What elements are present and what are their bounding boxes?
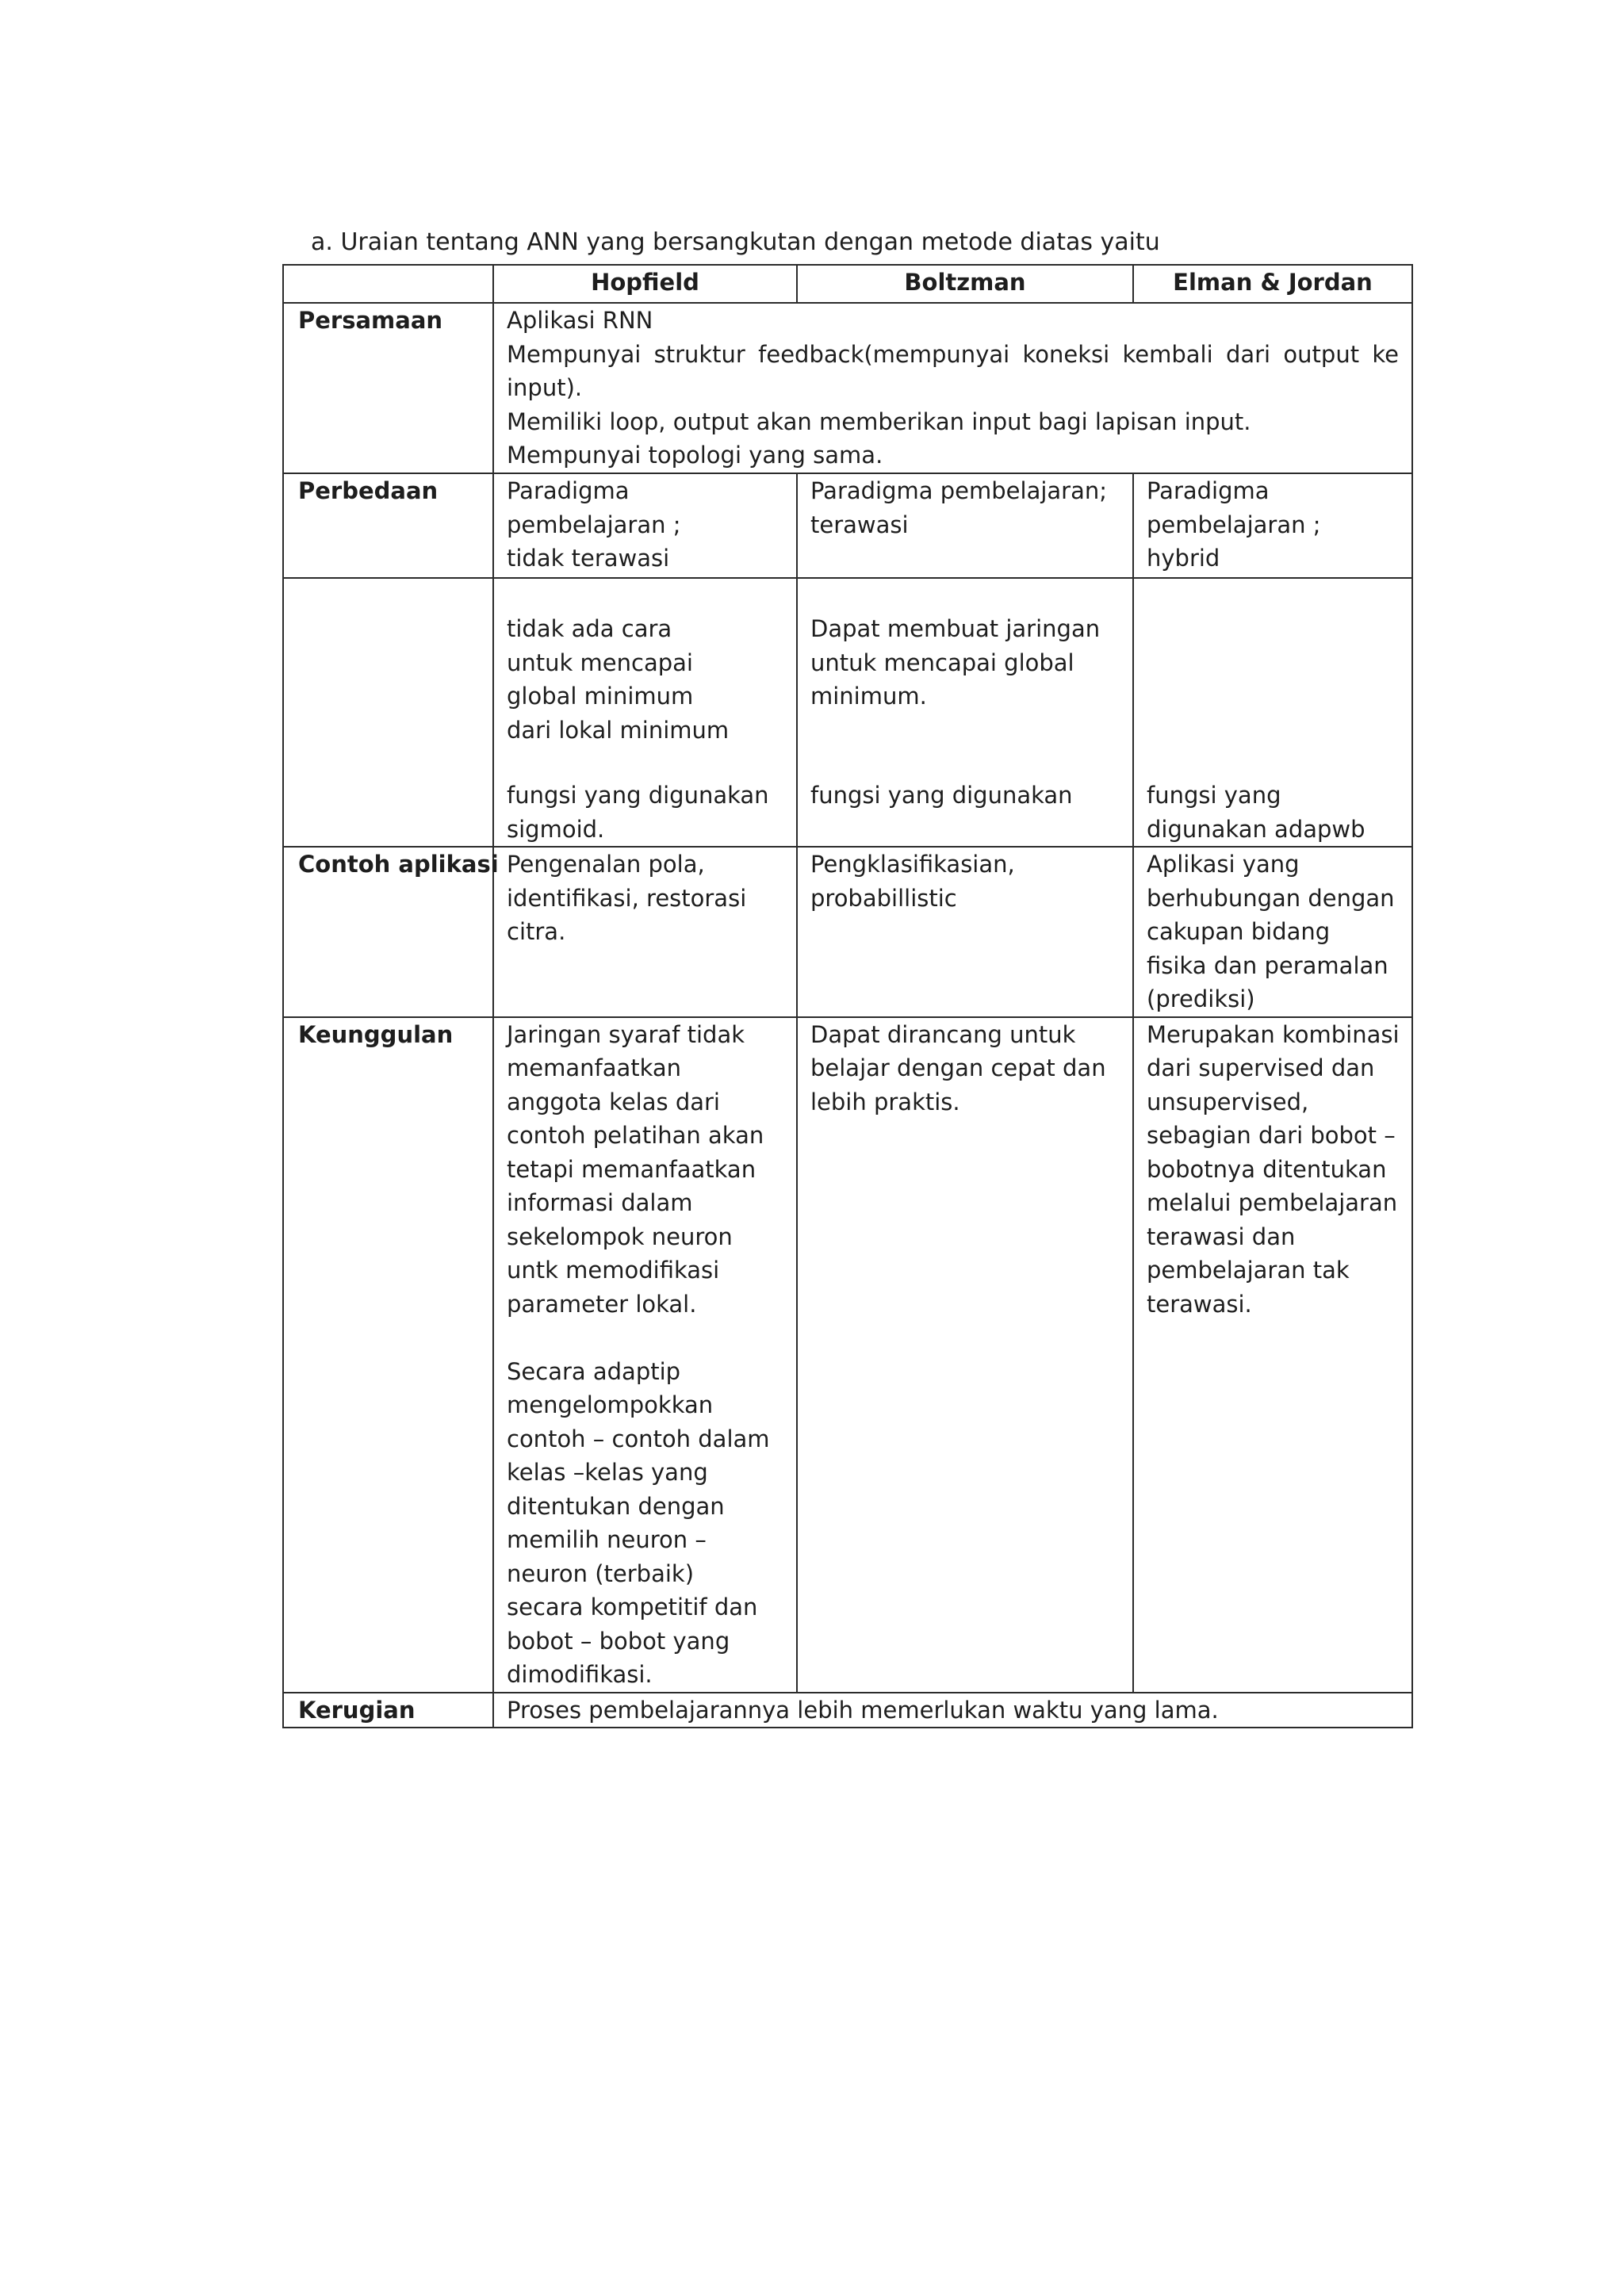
keunggulan-elman-jordan: Merupakan kombinasi dari supervised dan unsupervised, sebagian dari bobot – bobotnya ditentukan melalui pembelajaran terawasi dan pembelajaran tak terawasi. (1133, 1017, 1412, 1693)
contoh-aplikasi-hopfield: Pengenalan pola, identifikasi, restorasi citra. (493, 847, 797, 1017)
label-perbedaan: Perbedaan (283, 473, 493, 578)
persamaan-line: Mempunyai struktur feedback(mempunyai koneksi kembali dari output ke input). (507, 340, 1399, 401)
keunggulan-boltzman: Dapat dirancang untuk belajar dengan cepat dan lebih praktis. (797, 1017, 1133, 1693)
keunggulan-hopfield (493, 1017, 797, 1693)
keunggulan-hopfield-paragraph-1: Jaringan syaraf tidak memanfaatkan anggota kelas dari contoh pelatihan akan tetapi memanfaatkan informasi dalam sekelompok neuron untk memodifikasi parameter lokal. (507, 1020, 764, 1318)
perbedaan-boltzman-fungsi: fungsi yang digunakan (797, 747, 1133, 847)
header-elman-jordan: Elman & Jordan (1133, 265, 1412, 303)
header-hopfield: Hopfield (493, 265, 797, 303)
kerugian-content: Proses pembelajarannya lebih memerlukan waktu yang lama. (493, 1693, 1412, 1728)
document-heading: a. Uraian tentang ANN yang bersangkutan dengan metode diatas yaitu (311, 228, 1160, 256)
perbedaan-hopfield-paradigma: Paradigma pembelajaran ; tidak terawasi (493, 473, 797, 578)
row-contoh-aplikasi (283, 847, 1412, 1017)
label-keunggulan: Keunggulan (283, 1017, 493, 1693)
perbedaan-empty-label (283, 578, 493, 747)
persamaan-content (493, 303, 1412, 473)
perbedaan-hopfield-minimum: tidak ada cara untuk mencapai global minimum dari lokal minimum (493, 578, 797, 747)
perbedaan-boltzman-paradigma: Paradigma pembelajaran; terawasi (797, 473, 1133, 578)
label-kerugian: Kerugian (283, 1693, 493, 1728)
header-row (283, 265, 1412, 303)
row-perbedaan-minimum (283, 578, 1412, 747)
contoh-aplikasi-boltzman: Pengklasifikasian, probabillistic (797, 847, 1133, 1017)
label-persamaan: Persamaan (283, 303, 493, 473)
header-corner (283, 265, 493, 303)
perbedaan-elman-jordan-fungsi: fungsi yang digunakan adapwb (1133, 747, 1412, 847)
perbedaan-hopfield-fungsi: fungsi yang digunakan sigmoid. (493, 747, 797, 847)
row-kerugian (283, 1693, 1412, 1728)
contoh-aplikasi-elman-jordan: Aplikasi yang berhubungan dengan cakupan bidang fisika dan peramalan (prediksi) (1133, 847, 1412, 1017)
perbedaan-empty-label (283, 747, 493, 847)
row-perbedaan-fungsi (283, 747, 1412, 847)
perbedaan-elman-jordan-minimum (1133, 578, 1412, 747)
perbedaan-boltzman-minimum: Dapat membuat jaringan untuk mencapai global minimum. (797, 578, 1133, 747)
persamaan-line: Aplikasi RNN (507, 307, 653, 334)
label-contoh-aplikasi: Contoh aplikasi (283, 847, 493, 1017)
persamaan-line: Memiliki loop, output akan memberikan input bagi lapisan input. (507, 408, 1251, 435)
comparison-table (282, 264, 1413, 1728)
persamaan-line: Mempunyai topologi yang sama. (507, 442, 883, 469)
row-persamaan (283, 303, 1412, 473)
keunggulan-hopfield-paragraph-2: Secara adaptip mengelompokkan contoh – contoh dalam kelas –kelas yang ditentukan dengan memilih neuron – neuron (terbaik) secara kompetitif dan bobot – bobot yang dimodifikasi. (507, 1357, 770, 1688)
row-keunggulan (283, 1017, 1412, 1693)
header-boltzman: Boltzman (797, 265, 1133, 303)
perbedaan-elman-jordan-paradigma: Paradigma pembelajaran ; hybrid (1133, 473, 1412, 578)
row-perbedaan-paradigma (283, 473, 1412, 578)
